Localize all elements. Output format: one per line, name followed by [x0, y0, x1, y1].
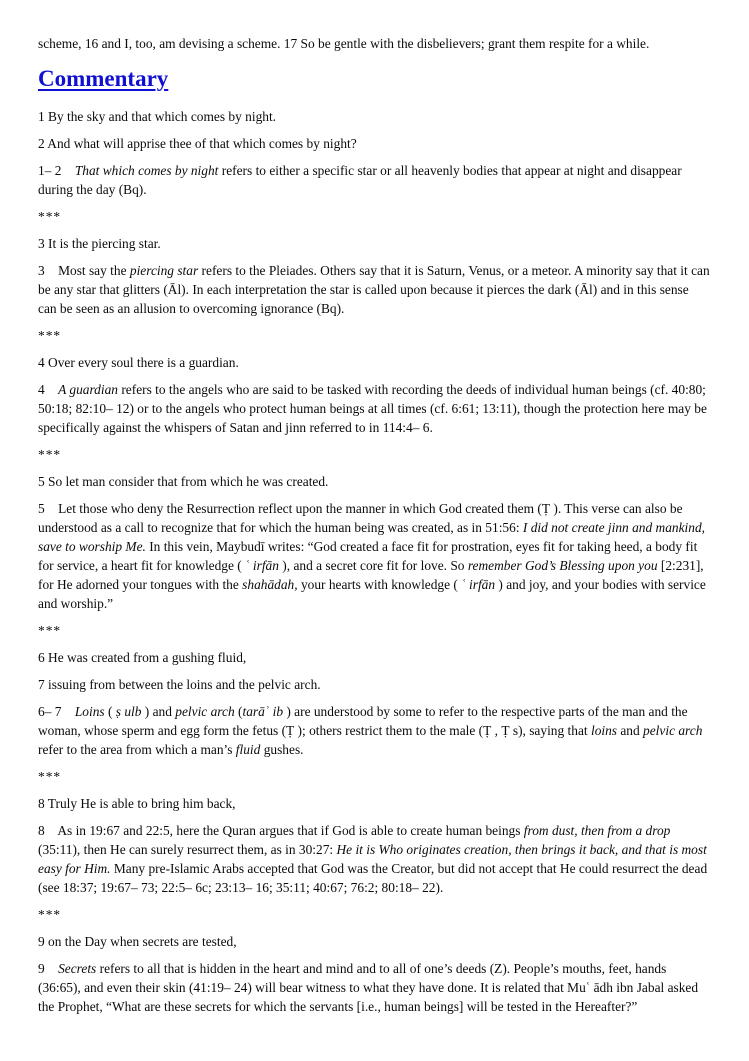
text-run: gushes.	[260, 742, 304, 757]
italic-run: ʿ irfān	[461, 577, 496, 592]
italic-run: piercing star	[129, 263, 199, 278]
italic-run: tarāʾ ib	[242, 704, 284, 719]
italic-run: I did not create jinn and mankind, save to worship Me.	[38, 520, 709, 554]
verse-line: 7 issuing from between the loins and the pelvic arch.	[38, 677, 321, 692]
text-run: refers to the angels who are said to be tasked with recording the deeds of individual human beings (cf. 40:80; 50:18; 82:10– 12) or to the angels who protect human beings at all times (cf. 6:61; 13:11), though the protection here may be specifically against the whispers of Satan and jinn referred to in 114:4– 6.	[38, 382, 711, 435]
commentary-paragraph	[38, 380, 710, 437]
commentary-paragraph	[38, 959, 710, 1016]
text-run: ) and joy, and your bodies with service and worship.”	[38, 577, 710, 611]
verse-line: 9 on the Day when secrets are tested,	[38, 934, 237, 949]
commentary-paragraph	[38, 161, 710, 199]
verse-line: 1 By the sky and that which comes by night.	[38, 109, 277, 124]
verse-line: 2 And what will apprise thee of that which comes by night?	[38, 136, 357, 151]
section-separator: ***	[38, 447, 62, 462]
section-separator: ***	[38, 623, 62, 638]
commentary-paragraph	[38, 821, 710, 897]
commentary-paragraph	[38, 499, 710, 613]
text-run: ) and	[141, 704, 176, 719]
document-body	[38, 107, 714, 1016]
verse-line: 6 He was created from a gushing fluid,	[38, 650, 247, 665]
text-run: 6– 7	[38, 704, 75, 719]
text-run: (35:11), then He can surely resurrect them, as in 30:27:	[38, 823, 674, 857]
text-run: In this vein, Maybudī writes: “God created a face fit for prostration, eyes fit for taking heed, a body fit for service, a heart fit for knowledge (	[38, 539, 701, 573]
italic-run: A guardian	[58, 382, 118, 397]
text-run: (	[234, 704, 243, 719]
section-separator: ***	[38, 328, 62, 343]
italic-run: from dust, then from a drop	[523, 823, 671, 838]
italic-run: ṣ ulb	[115, 704, 142, 719]
text-run: 1– 2	[38, 163, 75, 178]
text-run: ), and a secret core fit for love. So	[278, 558, 468, 573]
text-run: refers to the Pleiades. Others say that it is Saturn, Venus, or a meteor. A minority say that it can be any star that glitters (Āl). In each interpretation the star is called upon because it pierces the dark (Āl) and in this sense can be seen as an allusion to overcoming ignorance (Bq).	[38, 263, 714, 316]
italic-run: pelvic arch	[643, 723, 703, 738]
verse-line: 5 So let man consider that from which he was created.	[38, 474, 329, 489]
heading-row	[38, 61, 710, 107]
section-separator: ***	[38, 209, 62, 224]
text-run: your hearts with knowledge (	[297, 577, 462, 592]
italic-run: fluid	[235, 742, 261, 757]
commentary-heading[interactable]: Commentary	[38, 66, 169, 91]
commentary-paragraph	[38, 702, 710, 759]
text-run: 9	[38, 961, 59, 976]
text-run: 8 As in 19:67 and 22:5, here the Quran argues that if God is able to create human beings	[38, 823, 524, 838]
italic-run: Secrets	[58, 961, 97, 976]
italic-run: ʿ irfān	[245, 558, 279, 573]
text-run: (	[104, 704, 116, 719]
italic-run: loins	[590, 723, 618, 738]
text-run: 4	[38, 382, 59, 397]
text-run: refers to either a specific star or all heavenly bodies that appear at night and disappear during the day (Bq).	[38, 163, 686, 197]
italic-run: He it is Who originates creation, then brings it back, and that is most easy for Him.	[38, 842, 711, 876]
text-run: ) are understood by some to refer to the respective parts of the man and the woman, whose sperm and egg form the fetus (Ṭ ); others restrict them to the male (Ṭ , Ṭ s), saying that	[38, 704, 691, 738]
italic-run: shahādah,	[242, 577, 298, 592]
commentary-paragraph	[38, 261, 714, 318]
translation-continuation: scheme, 16 and I, too, am devising a scheme. 17 So be gentle with the disbelievers; grant them respite for a while.	[38, 36, 650, 51]
verse-line: 3 It is the piercing star.	[38, 236, 161, 251]
section-separator: ***	[38, 769, 62, 784]
verse-line: 4 Over every soul there is a guardian.	[38, 355, 239, 370]
text-run: refers to all that is hidden in the heart and mind and to all of one’s deeds (Z). People’s mouths, feet, hands (36:65), and even their skin (41:19– 24) will bear witness to what they have done. It is related that Muʿ ādh ibn Jabal asked the Prophet, “What are these secrets for which the servants [i.e., human beings] will be tested in the Hereafter?”	[38, 961, 702, 1014]
italic-run: That which comes by night	[74, 163, 219, 178]
text-run: and	[617, 723, 644, 738]
text-run: Many pre-Islamic Arabs accepted that God was the Creator, but did not accept that He could resurrect the dead (see 18:37; 19:67– 73; 22:5– 6c; 23:13– 16; 35:11; 40:67; 76:2; 80:18– 22).	[38, 861, 711, 895]
verse-line: 8 Truly He is able to bring him back,	[38, 796, 236, 811]
italic-run: pelvic arch	[175, 704, 235, 719]
text-run: refer to the area from which a man’s	[38, 723, 706, 757]
text-run: [2:231], for He adorned your tongues with the	[38, 558, 708, 592]
italic-run: remember God’s Blessing upon you	[467, 558, 658, 573]
section-separator: ***	[38, 907, 62, 922]
italic-run: Loins	[74, 704, 105, 719]
text-run: 5 Let those who deny the Resurrection reflect upon the manner in which God created them (Ṭ ). This verse can also be understood as a call to recognize that for which the human being was created, as in 51:56:	[38, 501, 686, 535]
text-run: 3 Most say the	[38, 263, 130, 278]
